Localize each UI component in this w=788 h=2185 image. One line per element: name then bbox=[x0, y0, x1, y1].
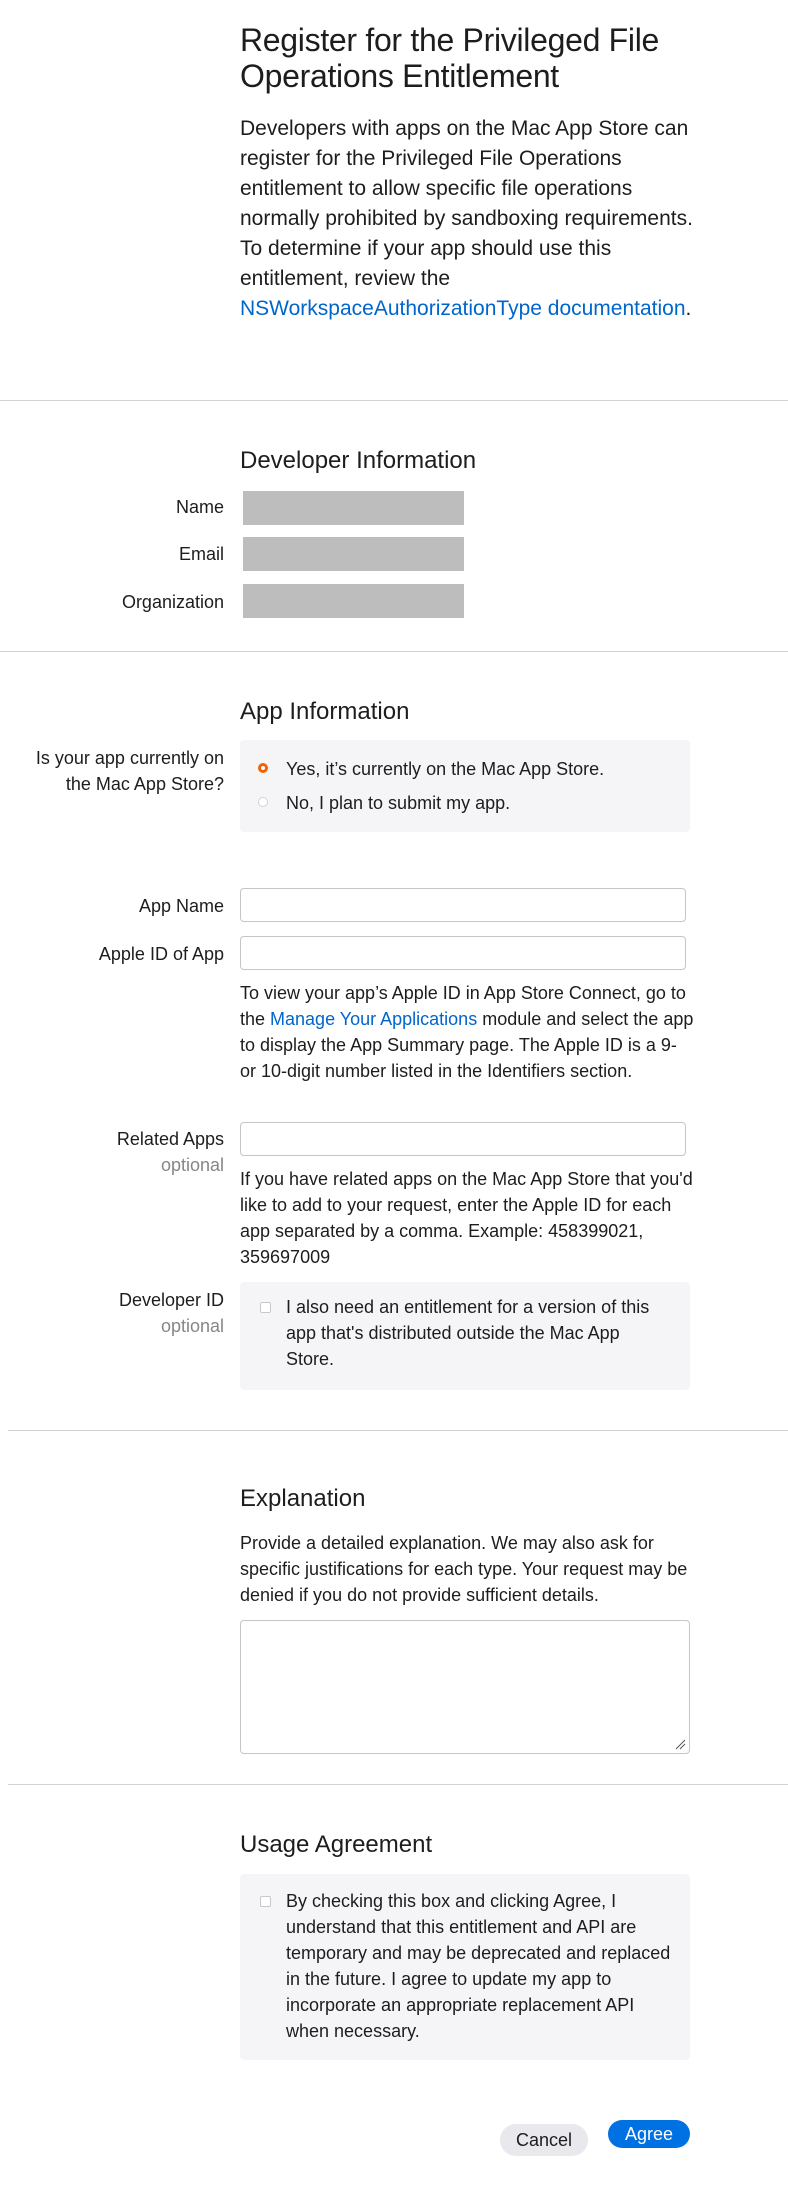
divider bbox=[8, 1430, 788, 1431]
divider bbox=[8, 1784, 788, 1785]
developer-id-label-text: Developer ID bbox=[118, 1290, 224, 1310]
intro-text: Developers with apps on the Mac App Store can register for the Privileged File Operations entitlement to allow specific file operations normally prohibited by sandboxing requirements. To determine if your app should use this entitlement, review the bbox=[240, 117, 693, 290]
developer-id-optional-label: optional bbox=[160, 1316, 224, 1336]
developer-id-checkbox-label: I also need an entitlement for a version of this app that's distributed outside the Mac App Store. bbox=[286, 1297, 650, 1369]
question-line-1: Is your app currently on bbox=[35, 748, 224, 768]
apple-id-help-after: module and select the app to display the App Summary page. The Apple ID is a 9- or 10-digit number listed in the Identifiers section. bbox=[240, 1009, 694, 1081]
explanation-text: Provide a detailed explanation. We may also ask for specific justifications for each type. Your request may be denied if you do not provide sufficient details. bbox=[240, 1533, 688, 1605]
related-apps-label-text: Related Apps bbox=[116, 1129, 224, 1149]
nsworkspace-doc-link[interactable]: NSWorkspaceAuthorizationType documentation bbox=[240, 297, 686, 320]
cancel-button[interactable]: Cancel bbox=[500, 2124, 588, 2156]
email-label: Email bbox=[178, 544, 224, 564]
developer-info-heading: Developer Information bbox=[240, 447, 477, 474]
related-apps-label bbox=[0, 1126, 224, 1178]
related-optional-label: optional bbox=[160, 1155, 224, 1175]
radio-no-label: No, I plan to submit my app. bbox=[286, 793, 511, 813]
usage-agreement-checkbox-label: By checking this box and clicking Agree, I understand that this entitlement and API are temporary and may be deprecated and replaced in the future. I agree to update my app to incorporate an appropriate replacement API when necessary. bbox=[286, 1891, 671, 2041]
app-name-input[interactable] bbox=[240, 888, 686, 922]
name-label: Name bbox=[175, 497, 224, 517]
apple-id-help bbox=[240, 980, 695, 1084]
divider bbox=[0, 651, 788, 652]
page-title: Register for the Privileged File Operations Entitlement bbox=[240, 22, 660, 94]
developer-id-checkbox[interactable] bbox=[260, 1302, 271, 1313]
organization-value-redacted bbox=[243, 584, 464, 618]
manage-apps-link[interactable]: Manage Your Applications bbox=[270, 1009, 478, 1029]
usage-agreement-panel bbox=[240, 1874, 690, 2060]
question-line-2: the Mac App Store? bbox=[65, 774, 224, 794]
usage-agreement-heading: Usage Agreement bbox=[240, 1831, 433, 1858]
intro-paragraph bbox=[240, 114, 710, 324]
agree-button[interactable]: Agree bbox=[608, 2120, 690, 2148]
intro-end: . bbox=[685, 297, 692, 320]
divider bbox=[0, 400, 788, 401]
developer-id-panel bbox=[240, 1282, 690, 1390]
email-value-redacted bbox=[243, 537, 464, 571]
radio-yes-label: Yes, it’s currently on the Mac App Store. bbox=[286, 759, 605, 779]
app-info-heading: App Information bbox=[240, 698, 410, 725]
radio-selected-icon[interactable] bbox=[258, 763, 268, 773]
radio-unselected-icon[interactable] bbox=[258, 797, 268, 807]
apple-id-help-before: To view your app’s Apple ID in App Store Connect, go to the bbox=[240, 983, 686, 1029]
name-value-redacted bbox=[243, 491, 464, 525]
usage-agreement-checkbox[interactable] bbox=[260, 1896, 271, 1907]
developer-id-label bbox=[0, 1287, 224, 1339]
resize-handle-icon[interactable] bbox=[674, 1738, 686, 1750]
on-store-question bbox=[0, 745, 224, 797]
related-apps-help: If you have related apps on the Mac App Store that you'd like to add to your request, enter the Apple ID for each app separated by a comma. Example: 458399021, 359697009 bbox=[240, 1169, 693, 1267]
organization-label: Organization bbox=[121, 592, 224, 612]
explanation-heading: Explanation bbox=[240, 1485, 366, 1512]
on-store-radio-group bbox=[240, 740, 690, 832]
explanation-textarea[interactable] bbox=[240, 1620, 690, 1754]
apple-id-label: Apple ID of App bbox=[98, 944, 224, 964]
app-name-label: App Name bbox=[138, 896, 224, 916]
apple-id-input[interactable] bbox=[240, 936, 686, 970]
related-apps-input[interactable] bbox=[240, 1122, 686, 1156]
